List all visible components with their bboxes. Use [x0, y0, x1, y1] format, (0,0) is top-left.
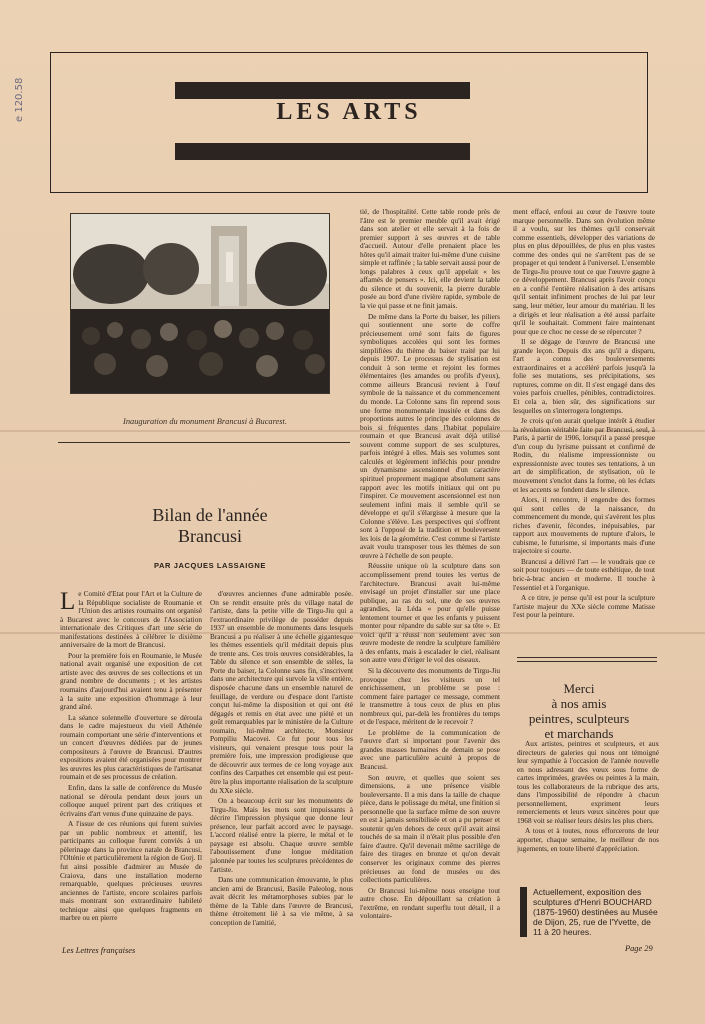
section-masthead: [50, 52, 648, 193]
handwritten-note: e 120.58: [14, 77, 25, 122]
thanks-rule: [517, 661, 657, 662]
drop-cap: L: [60, 590, 76, 615]
paragraph: Aux artistes, peintres et sculpteurs, et aux directeurs de galeries qui nous ont témoigné leur sympathie à l'occasion de l'année nouvelle en nous adressant des vœux sous forme de cartes imprimées, gravées ou peintes à la main, tous les collaborateurs de la rubrique des arts, dans l'impossibilité de répondre à chacun personnellement, expriment leurs remerciements et leurs vœux sincères pour que 1968 voit se réaliser leurs désirs les plus chers.: [517, 740, 659, 825]
thanks-title: [524, 681, 634, 741]
paragraph: Pour la première fois en Roumanie, le Musée national avait organisé une exposition de cet artiste avec des œuvres de ses collections et un grand nombre de documents ; et les artistes roumains d'aujourd'hui avaient tenu à présenter à la suite une exposition d'hommage à leur grand aîné.: [60, 650, 202, 712]
paragraph: d'œuvres anciennes d'une admirable posée. On se rendit ensuite près du village natal de l'artiste, dans la petite ville de Tirgu-Jiu qui a l'extraordinaire privilège de posséder depuis 1937 un ensemble de monuments dans lesquels Brancusi a pu réaliser à une échelle gigantesque les thèmes essentiels qu'il méditait depuis plus de trente ans. Ces trois œuvres considérables, la Table du silence et son ensemble de stèles, la Porte du baiser, la Colonne sans fin, s'inscrivent dans une architecture qui survole la ville entière, disposée chacune dans un ensemble naturel de feuillage, de verdure ou d'espace dont l'artiste conçut lui-même la disposition et qui ont été dégagés et remis en état avec une piété et un goût remarquables par le ministère de la Culture roumain, lui-même architecte, Monsieur Pompiliu Macovei. Ce fut pour tous les visiteurs, qui venaient presque tous pour la première fois, une impression prodigieuse que de découvrir aux termes de ce long voyage aux confins des Carpathes cet ensemble qui est peut-être la plus importante réalisation de la sculpture du XXe siècle.: [210, 590, 353, 795]
paragraph: ment effacé, enfoui au cœur de l'œuvre toute marque personnelle. Dans son évolution même il a voulu, sur les thèmes qu'il conservait comme essentiels, développer des variations de plus en plus dépouillées, de plus en plus vastes comme des ondes qui ne s'arrêtent pas de se propager et qui tendent à l'universel. L'ensemble de Tirgu-Jiu prouve tout ce que l'œuvre gagne à ce développement. Brancusi après l'avoir conçu en a confié l'entière réalisation à des artisans qu'il sentait infiniment proches de lui par leur sang, leur métier, leur amour du matériau. Il les a dirigés et leur réalisation a été aussi parfaite qu'il le souhaitait. Comment faire maintenant pour que ce choc ne cesse de se répercuter ?: [513, 208, 655, 336]
article-column-1: [60, 590, 202, 940]
caption-rule: [58, 442, 350, 443]
paragraph: De même dans la Porte du baiser, les piliers qui soutiennent une sorte de coffre précieusement orné sont faits de figures symboliques accolées qui sont les formes simplifiées du thème du baiser traité par lui depuis 1907. Le processus de stylisation est conduit à son terme et rejoint les formes élémentaires (les amandes ou profils d'yeux), comme ailleurs Brancusi revient à l'œuf symbole de la naissance et du commencement du monde. La Colonne sans fin reprend sous une forme monumentale inusitée et dans des proportions autres le principe des colonnes de bois si fréquentes dans l'habitat populaire roumain et que Brancusi avait déjà utilisé souvent comme support de ses sculptures, parfois intégré à elles. Mais ses volumes sont calculés et légèrement infléchis pour prendre un dynamisme ascensionnel d'un caractère spirituel proprement magique absolument sans rapport avec les motifs initiaux qui ont pu l'inspirer. Ce mouvement ascensionnel est non seulement infini mais il semble qu'il se développe et qu'il s'élargisse à mesure que la Colonne s'élève. Les perspectives qui s'offrent sont à l'opposé de la tradition et bouleversent les lois de la géométrie. C'est comme si l'artiste avait voulu transposer tous les thèmes de son œuvre à l'échelle de son peuple.: [360, 311, 500, 560]
paragraph: e Comité d'Etat pour l'Art et la Culture de la République socialiste de Roumanie et l'Union des artistes roumains ont organisé à Bucarest avec le concours de l'Association internationale des Critiques d'art une série de manifestations destinées à célébrer le dixième anniversaire de la mort de Brancusi.: [60, 590, 202, 650]
paragraph: A ce titre, je pense qu'il est pour la sculpture l'artiste majeur du XXe siècle comme Matisse l'est pour la peinture.: [513, 593, 655, 620]
paragraph: Réussite unique où la sculpture dans son accomplissement prend toutes les vertus de l'architecture. Brancusi avait lui-même envisagé un projet d'installer sur une place publique, au ras du sol, une de ses œuvres agrandies, la Léda « pour qu'elle puisse lentement tourner et que les enfants y puissent monter pour répandre du sable sur sa tête ». Et voici qu'il a réussi non seulement avec son œuvre modeste de rendre la sculpture familière à des enfants, mais à escalader le ciel, réalisant son autre vœu d'ériger le vol des oiseaux.: [360, 561, 500, 665]
paragraph: Or Brancusi lui-même nous enseigne tout autre chose. En dépouillant sa création à l'extrême, en rendant superflu tout détail, il a volontaire-: [360, 885, 500, 921]
paragraph: Le problème de la communication de l'œuvre d'art si important pour l'avenir des grandes masses humaines de demain se pose avec une particulière acuité à propos de Brancusi.: [360, 727, 500, 771]
paragraph: Alors, il rencontre, il engendre des formes qui sont celles de la naissance, du commencement du monde, qui s'avèrent les plus riches d'avenir, fécondes, inépuisables, par rapport aux mouvements de rupture d'alors, le cubisme, le futurisme, si importants mais d'une trajectoire si courte.: [513, 495, 655, 556]
paragraph: A tous et à toutes, nous efforcerons de leur apporter, chaque semaine, le meilleur de nos jugements, en toute liberté d'appréciation.: [517, 826, 659, 853]
thanks-title-line: peintres, sculpteurs: [528, 711, 630, 726]
publication-name: Les Lettres françaises: [62, 946, 136, 955]
thanks-title-line: Merci: [563, 681, 595, 696]
paragraph: tié, de l'hospitalité. Cette table ronde près de l'âtre est le premier meuble qu'il avait érigé dans son atelier et elle servait à la fois de premier support à ses œuvres et de table d'accueil. Autour d'elle prenaient place les hôtes qu'il aimait traiter lui-même d'une cuisine simple et raffinée ; la table servait aussi pour de longs palabres à ceux qu'il appelait « les affamés de pensers ». Ici, elle devient la table du silence et du souvenir, la pierre durable posée au bord d'une rivière rapide, symbole de la vie qui passe et ne finit jamais.: [360, 208, 500, 311]
paragraph: Dans une communication émouvante, le plus ancien ami de Brancusi, Basile Paleolog, nous avait décrit les métamorphoses subies par le thème de la Table dans l'œuvre de Brancusi, thème étroitement lié à sa vie même, à sa conception de l'amitié,: [210, 875, 353, 927]
thanks-title-line: et marchands: [544, 726, 614, 741]
thanks-title-line: à nos amis: [551, 696, 607, 711]
masthead-bar: [175, 143, 470, 160]
paragraph: Si la découverte des monuments de Tirgu-Jiu provoque chez les visiteurs un tel enrichissement, un problème se pose : comment faire partager ce message, comment le transmettre à tous ceux de plus en plus nombreux qui, par-delà les frontières du temps et de l'espace, méritent de le recevoir ?: [360, 665, 500, 727]
paragraph: On a beaucoup écrit sur les monuments de Tirgu-Jiu. Mais les mots sont impuissants à décrire l'impression physique que donne leur présence, leur parfait accord avec le paysage. L'accord réalisé entre la pierre, le métal et le paysage est absolu. Chaque œuvre semble l'aboutissement d'une longue méditation jalonnée par toutes les sculptures précédentes de l'artiste.: [210, 796, 353, 874]
article-column-2: [210, 590, 353, 940]
headline-line: Brancusi: [178, 526, 242, 546]
page-number: Page 29: [625, 944, 653, 953]
paragraph: Il se dégage de l'œuvre de Brancusi une grande leçon. Depuis dix ans qu'il a disparu, l'art a connu des bouleversements extraordinaires et a accéléré parfois jusqu'à la folie ses mutations, ses précipitations, ses ruptures, comme on dit. Il s'est engagé dans des voies parfois cruelles, pénibles, contradictoires. Et cela a, bien sûr, des significations sur lesquelles on s'interrogera longtemps.: [513, 337, 655, 415]
thanks-rule: [517, 657, 657, 658]
article-column-3: [360, 208, 500, 940]
exhibition-notice: Actuellement, exposition des sculptures d'Henri BOUCHARD (1875-1960) destinées au Musée de Dijon, 25, rue de l'Yvette, de 11 à 20 heures.: [520, 887, 662, 937]
article-column-4: [513, 208, 655, 640]
paragraph: A l'issue de ces réunions qui furent suivies par un public nombreux et attentif, les participants au colloque furent conviés à un pèlerinage dans la province natale de Brancusi, l'Olténie et particulièrement la région de Gorj. Il fut ainsi possible d'admirer au Musée de Craiova, dans une installation moderne remarquable, quelques précieuses œuvres anciennes de l'artiste, encore scolaires parfois mais montrant son extraordinaire habileté technique ainsi que quelques fragments en marbre ou en pierre: [60, 819, 202, 923]
photo-caption: Inauguration du monument Brancusi à Bucarest.: [123, 417, 287, 426]
byline: PAR JACQUES LASSAIGNE: [153, 561, 267, 570]
article-headline: [100, 505, 320, 547]
section-title: LES ARTS: [276, 99, 422, 125]
paragraph: Son œuvre, et quelles que soient ses dimensions, a une présence visible bouleversante. Il a mis dans la taille de chaque pièce, dans le polissage du métal, une finition si personnelle que la surface même de son œuvre en est à jamais sensibilisée et on a pu penser et soutenir qu'en dehors de ceux qu'il avait ainsi touchés de sa main il n'était plus possible d'en faire d'autre. Qu'il devenait même sacrilège de faire des tirages en bronze et qu'on devait conserver les originaux comme des pierres précieuses au fond de musées ou des collections particulières.: [360, 772, 500, 885]
paragraph: Je crois qu'on aurait quelque intérêt à étudier la révolution véritable faite par Brancusi, seul, à Paris, à partir de 1906, lorsqu'il a passé presque d'un coup du lyrisme puissant et confirmé de Rodin, du réalisme impressionniste ou expressionniste avec toutes ses tentations, à un art de simplification, de stylisation, où le mouvement s'enclot dans la forme, où les éclats et les accents se fondent dans le silence.: [513, 416, 655, 494]
inauguration-photo: [70, 213, 330, 394]
masthead-bar: [175, 82, 470, 99]
paragraph: La séance solennelle d'ouverture se déroula dans le cadre majestueux du vieil Athénée roumain comportant une série d'interventions et un concert d'œuvres dédiées par de jeunes compositeurs à l'œuvre de Brancusi. D'autres expositions avaient été organisées pour montrer les œuvres les plus caractéristiques de l'artisanat roumain et de ses processus de création.: [60, 712, 202, 782]
thanks-body: [517, 740, 659, 878]
headline-line: Bilan de l'année: [152, 505, 268, 525]
photo-illustration: [71, 214, 330, 394]
paragraph: Enfin, dans la salle de conférence du Musée national se déroula pendant deux jours un colloque auquel prirent part des critiques et écrivains d'art venus d'une quinzaine de pays.: [60, 783, 202, 818]
paragraph: Brancusi a délivré l'art — le voudrais que ce soit pour toujours — de toute esthétique, de tout bric-à-brac ancien et moderne. Il touche à l'essentiel et à l'organique.: [513, 556, 655, 592]
